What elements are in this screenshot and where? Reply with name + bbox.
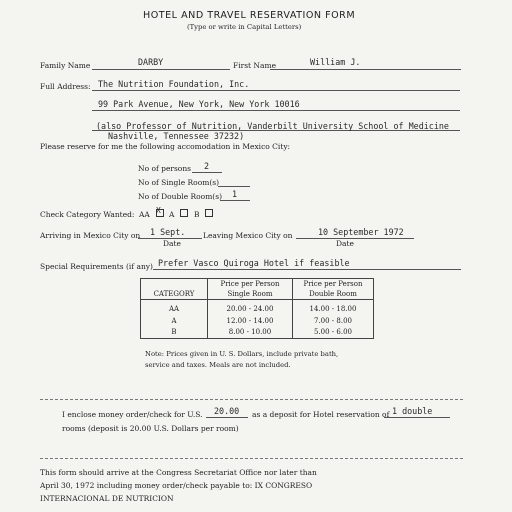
arriving-date-caption: Date	[163, 239, 181, 248]
separator-bottom	[40, 458, 463, 459]
separator-top	[40, 399, 463, 400]
cell-category: AA	[168, 304, 180, 313]
requirements-value[interactable]: Prefer Vasco Quiroga Hotel if feasible	[158, 258, 350, 268]
address-value-2[interactable]: 99 Park Avenue, New York, New York 10016	[98, 99, 300, 109]
footer-line-1: This form should arrive at the Congress Secretariat Office nor later than	[40, 468, 317, 477]
footer-line-3: INTERNACIONAL DE NUTRICION	[40, 494, 174, 503]
form-subtitle: (Type or write in Capital Letters)	[187, 23, 302, 31]
reservation-line	[384, 417, 450, 418]
table-row	[141, 326, 374, 338]
cell-single: 12.00 - 14.00	[208, 315, 293, 326]
header-double-room: Price per Person Double Room	[293, 279, 374, 300]
arriving-value[interactable]: 1 Sept.	[150, 227, 186, 237]
rooms-note: rooms (deposit is 20.00 U.S. Dollars per room)	[62, 424, 239, 433]
cell-category: B	[171, 328, 177, 337]
leaving-label: Leaving Mexico City on	[203, 231, 293, 240]
persons-line	[192, 172, 222, 173]
reserve-prompt: Please reserve for me the following accomodation in Mexico City:	[40, 142, 291, 151]
leaving-value[interactable]: 10 September 1972	[318, 227, 404, 237]
address-line-1	[92, 90, 460, 91]
leaving-line	[296, 238, 414, 239]
requirements-line	[153, 269, 461, 270]
amount-value[interactable]: 20.00	[214, 406, 240, 416]
category-option-b-label: B	[194, 210, 200, 219]
persons-label: No of persons	[138, 164, 192, 173]
cell-double: 7.00 - 8.00	[293, 315, 374, 326]
family-name-label: Family Name	[40, 61, 91, 70]
amount-line	[206, 417, 248, 418]
category-option-aa-label: AA	[139, 210, 150, 219]
note-line-1: Note: Prices given in U. S. Dollars, include private bath,	[145, 350, 339, 358]
double-rooms-label: No of Double Room(s)	[138, 192, 223, 201]
table-row	[141, 315, 374, 326]
table-row	[141, 300, 374, 315]
note-line-2: service and taxes. Meals are not included.	[145, 361, 291, 369]
category-label: Check Category Wanted:	[40, 210, 135, 219]
persons-value[interactable]: 2	[204, 161, 210, 171]
arriving-label: Arriving in Mexico City on	[40, 231, 141, 240]
cell-category: A	[171, 316, 177, 325]
single-rooms-line	[218, 186, 250, 187]
first-name-line	[270, 69, 461, 70]
cell-single: 8.00 - 10.00	[208, 326, 293, 338]
requirements-label: Special Requirements (if any)	[40, 262, 153, 271]
header-category: CATEGORY	[141, 279, 208, 300]
first-name-label: First Name	[233, 61, 277, 70]
leaving-date-caption: Date	[336, 239, 354, 248]
family-name-value[interactable]: DARBY	[138, 57, 164, 67]
category-checkbox-a[interactable]	[180, 209, 188, 217]
header-single-room: Price per Person Single Room	[208, 279, 293, 300]
rates-table	[140, 278, 374, 339]
footer-line-2: April 30, 1972 including money order/check payable to: IX CONGRESO	[40, 481, 313, 490]
double-rooms-line	[220, 200, 250, 201]
address-line-2	[92, 110, 460, 111]
double-rooms-value[interactable]: 1	[232, 189, 238, 199]
check-mark-icon: X	[156, 206, 161, 215]
form-title: HOTEL AND TRAVEL RESERVATION FORM	[143, 10, 356, 21]
enclose-label: I enclose money order/check for U.S.	[62, 410, 203, 419]
cell-double: 5.00 - 6.00	[293, 326, 374, 338]
category-checkbox-b[interactable]	[205, 209, 213, 217]
category-option-a-label: A	[169, 210, 175, 219]
cell-double: 14.00 - 18.00	[293, 300, 374, 315]
family-name-line	[92, 69, 230, 70]
as-deposit-label: as a deposit for Hotel reservation of	[252, 410, 390, 419]
cell-single: 20.00 - 24.00	[208, 300, 293, 315]
first-name-value[interactable]: William J.	[310, 57, 361, 67]
address-value-1[interactable]: The Nutrition Foundation, Inc.	[98, 79, 250, 89]
full-address-label: Full Address:	[40, 82, 91, 91]
reservation-value[interactable]: 1 double	[392, 406, 433, 416]
address-value-4[interactable]: Nashville, Tennessee 37232)	[108, 131, 245, 141]
address-value-3[interactable]: (also Professor of Nutrition, Vanderbilt University School of Medicine	[96, 121, 449, 131]
single-rooms-label: No of Single Room(s)	[138, 178, 220, 187]
